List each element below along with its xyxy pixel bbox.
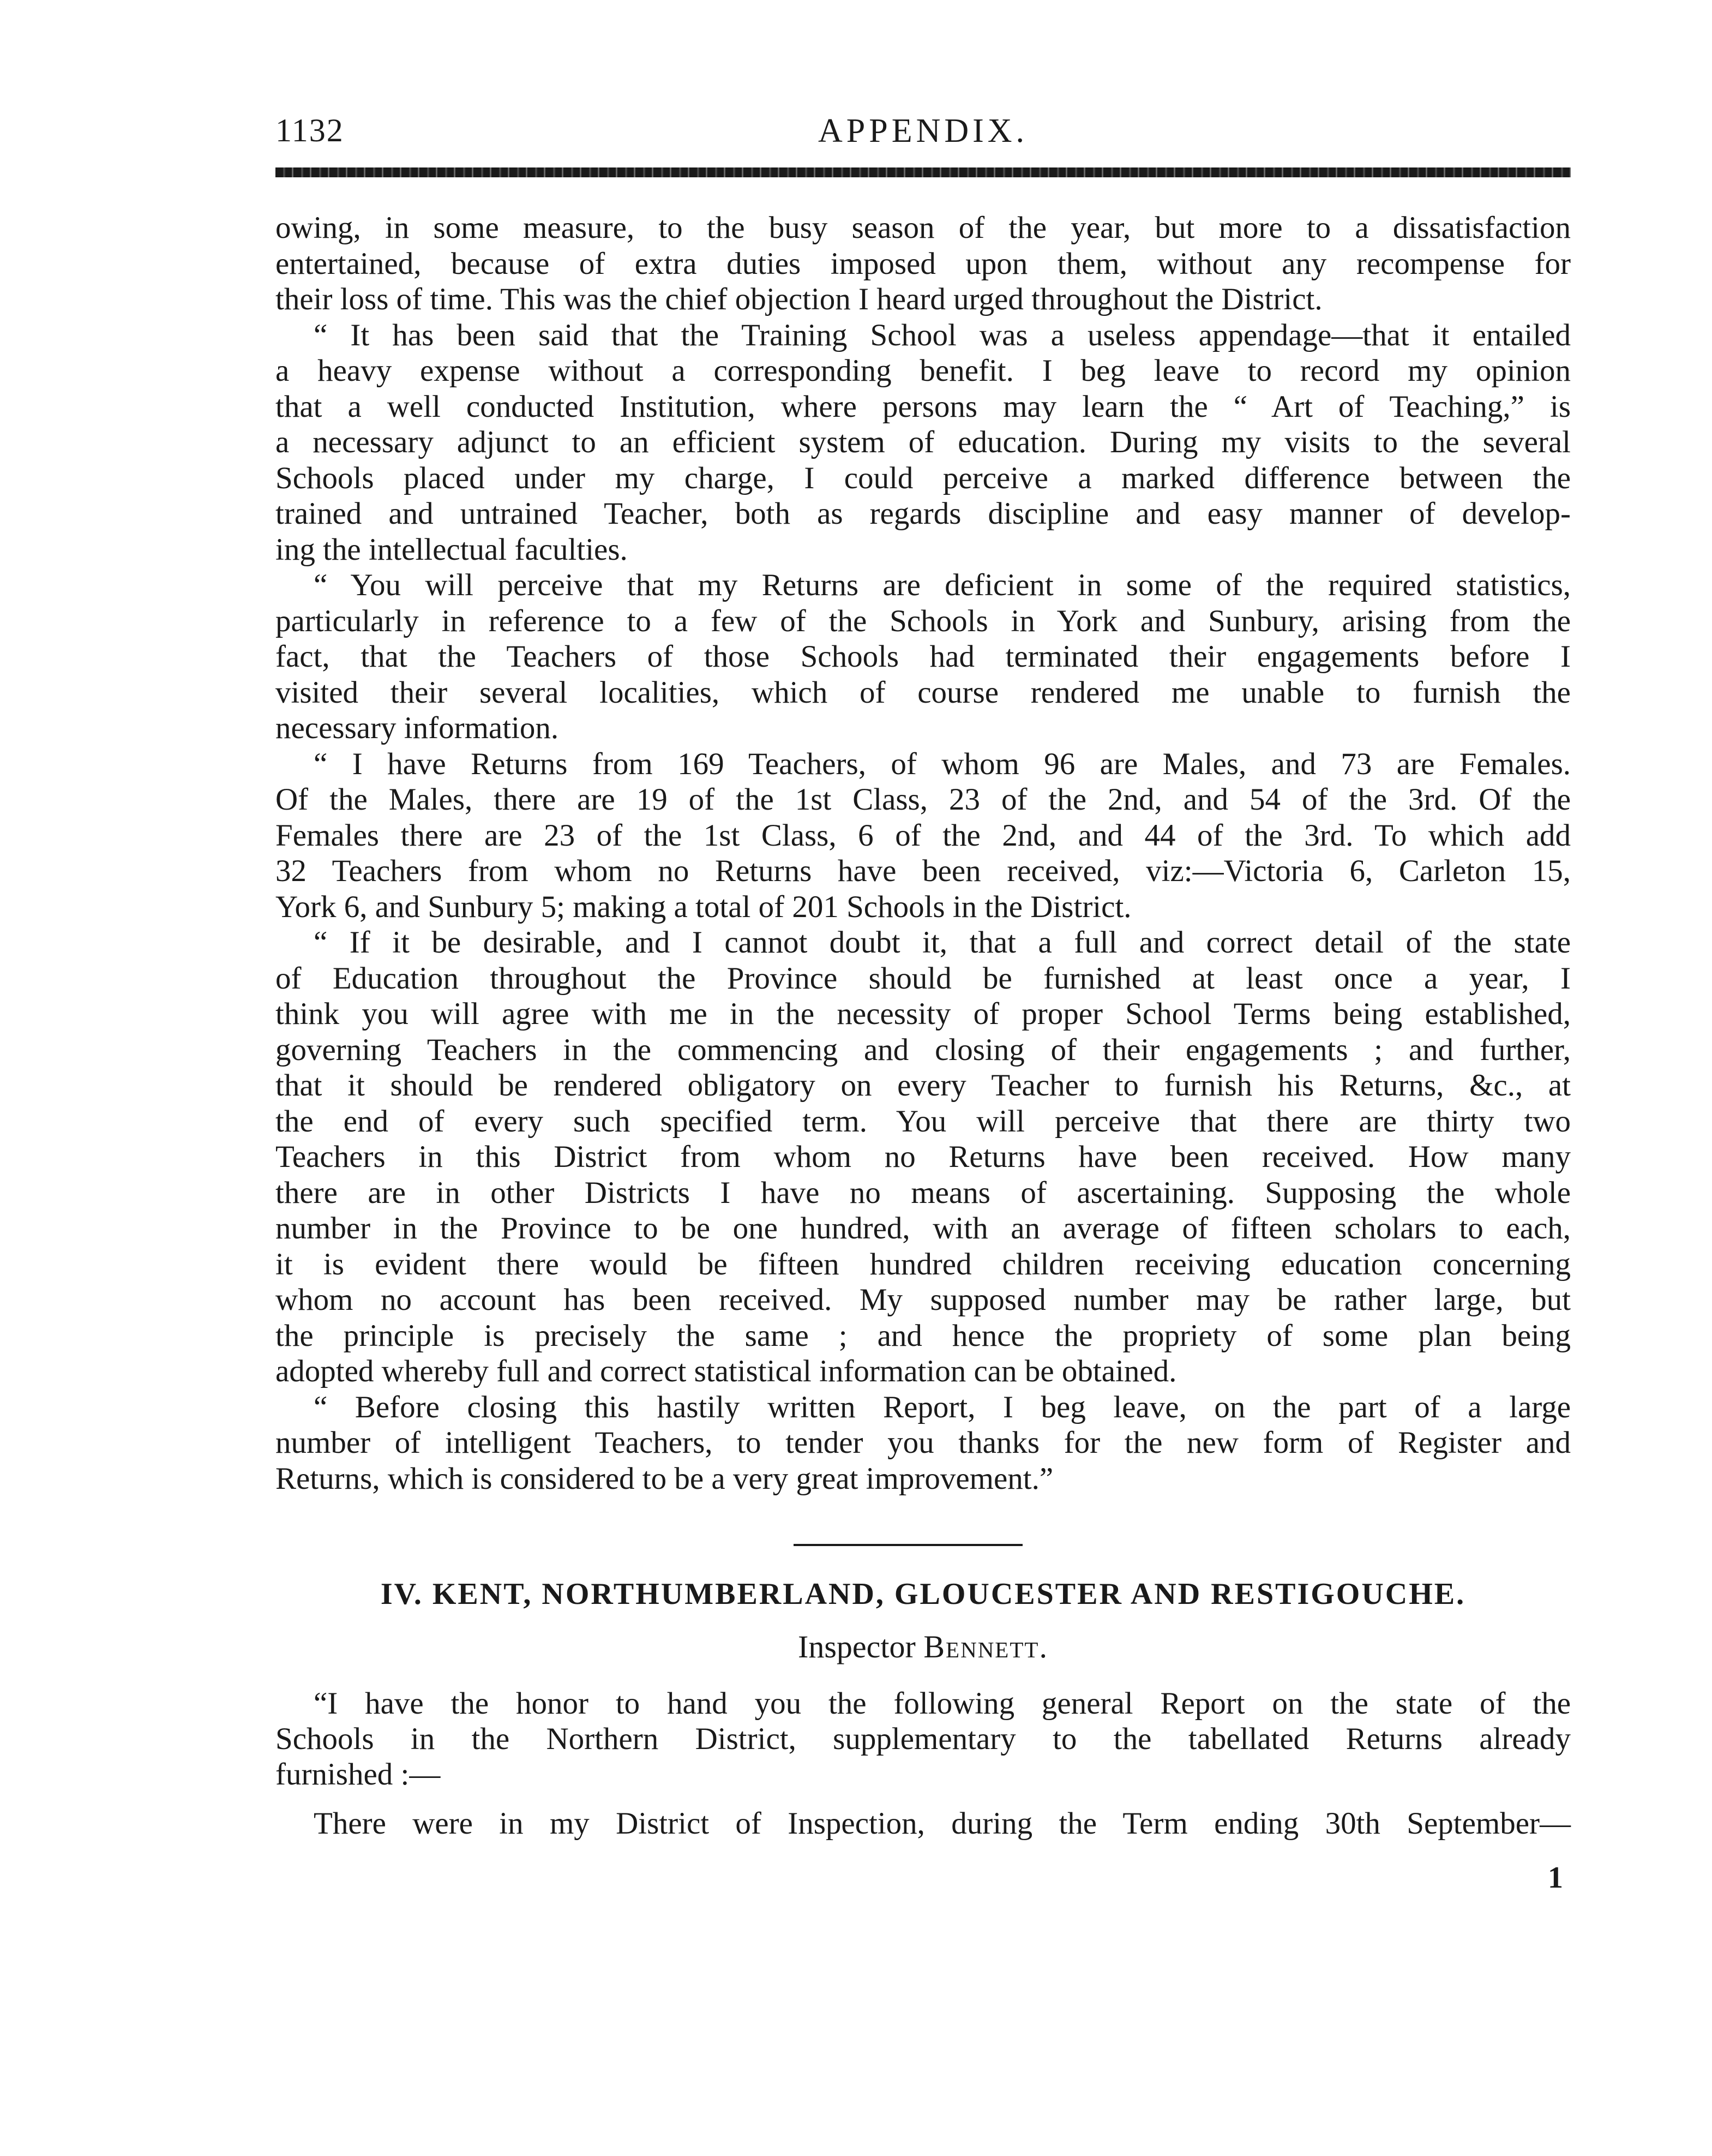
text-line: York 6, and Sunbury 5; making a total of 201 Schools in the District. (275, 889, 1132, 924)
text-line: particularly in reference to a few of the Schools in York and Sunbury, arising from the (275, 603, 1571, 638)
text-line: governing Teachers in the commencing and closing of their engagements ; and further, (275, 1032, 1571, 1067)
page-header (275, 112, 1571, 155)
text-line: owing, in some measure, to the busy season of the year, but more to a dissatisfaction (275, 211, 1571, 245)
text-line: 32 Teachers from whom no Returns have been received, viz:—Victoria 6, Carleton 15, (275, 854, 1571, 888)
text-line: that it should be rendered obligatory on every Teacher to furnish his Returns, &c., at (275, 1068, 1571, 1103)
signature-mark: 1 (1548, 1861, 1563, 1895)
paragraph-school-terms (275, 925, 1571, 1390)
text-line: their loss of time. This was the chief objection I heard urged throughout the District. (275, 282, 1323, 316)
text-line: “ If it be desirable, and I cannot doubt it, that a full and correct detail of the state (314, 925, 1571, 960)
text-line: Teachers in this District from whom no Returns have been received. How many (275, 1140, 1571, 1174)
text-line: whom no account has been received. My supposed number may be rather large, but (275, 1283, 1571, 1317)
text-line: Females there are 23 of the 1st Class, 6 of the 2nd, and 44 of the 3rd. To which add (275, 818, 1571, 853)
text-line: “ It has been said that the Training School was a useless appendage—that it entailed (314, 318, 1571, 352)
body-text (275, 210, 1571, 1496)
section-divider (794, 1544, 1023, 1546)
header-rule (275, 167, 1571, 177)
text-line: that a well conducted Institution, where persons may learn the “ Art of Teaching,” is (275, 389, 1571, 424)
text-line: a necessary adjunct to an efficient system of education. During my visits to the several (275, 425, 1571, 459)
inspector-line (275, 1628, 1571, 1665)
paragraph-teacher-counts (275, 746, 1571, 925)
paragraph-returns-deficient (275, 567, 1571, 746)
text-line: number in the Province to be one hundred, with an average of fifteen scholars to each, (275, 1211, 1571, 1245)
text-line: “ Before closing this hastily written Report, I beg leave, on the part of a large (314, 1390, 1571, 1424)
text-line: a heavy expense without a corresponding benefit. I beg leave to record my opinion (275, 354, 1571, 388)
text-line: entertained, because of extra duties imposed upon them, without any recompense for (275, 246, 1571, 281)
final-paragraph (275, 1806, 1571, 1841)
text-line: think you will agree with me in the necessity of proper School Terms being established, (275, 997, 1571, 1031)
text-line: ing the intellectual faculties. (275, 532, 628, 567)
text-line: there are in other Districts I have no means of ascertaining. Supposing the whole (275, 1175, 1571, 1210)
text-line: “I have the honor to hand you the following general Report on the state of the (314, 1686, 1571, 1721)
inspector-prefix: Inspector (798, 1629, 916, 1664)
text-line: Schools in the Northern District, supplementary to the tabellated Returns already (275, 1722, 1571, 1756)
paragraph-closing (275, 1390, 1571, 1497)
report-paragraph (275, 1686, 1571, 1792)
text-line: adopted whereby full and correct statistical information can be obtained. (275, 1354, 1177, 1388)
text-line: “ I have Returns from 169 Teachers, of whom 96 are Males, and 73 are Females. (314, 746, 1571, 781)
text-line: trained and untrained Teacher, both as regards discipline and easy manner of develop- (275, 496, 1571, 531)
section-heading: IV. KENT, NORTHUMBERLAND, GLOUCESTER AND RESTIGOUCHE. (380, 1577, 1466, 1611)
paragraph-training-school (275, 318, 1571, 568)
inspector-name: Bennett. (923, 1629, 1048, 1664)
text-line: There were in my District of Inspection, during the Term ending 30th September— (314, 1806, 1571, 1841)
text-line: furnished :— (275, 1757, 441, 1792)
text-line: it is evident there would be fifteen hundred children receiving education concerning (275, 1247, 1571, 1281)
text-line: fact, that the Teachers of those Schools had terminated their engagements before I (275, 639, 1571, 674)
page-number: 1132 (275, 112, 344, 148)
text-line: number of intelligent Teachers, to tender you thanks for the new form of Register and (275, 1426, 1571, 1460)
text-line: “ You will perceive that my Returns are deficient in some of the required statistics, (314, 568, 1571, 602)
text-line: Of the Males, there are 19 of the 1st Class, 23 of the 2nd, and 54 of the 3rd. Of the (275, 782, 1571, 817)
paragraph-continuation (275, 210, 1571, 318)
text-line: the end of every such specified term. You will perceive that there are thirty two (275, 1104, 1571, 1139)
text-line: of Education throughout the Province should be furnished at least once a year, I (275, 961, 1571, 996)
text-line: Schools placed under my charge, I could perceive a marked difference between the (275, 460, 1571, 495)
text-line: the principle is precisely the same ; and hence the propriety of some plan being (275, 1318, 1571, 1353)
text-line: visited their several localities, which of course rendered me unable to furnish the (275, 675, 1571, 710)
running-head: APPENDIX. (818, 112, 1029, 149)
text-line: Returns, which is considered to be a very great improvement.” (275, 1461, 1054, 1496)
text-line: necessary information. (275, 711, 559, 745)
